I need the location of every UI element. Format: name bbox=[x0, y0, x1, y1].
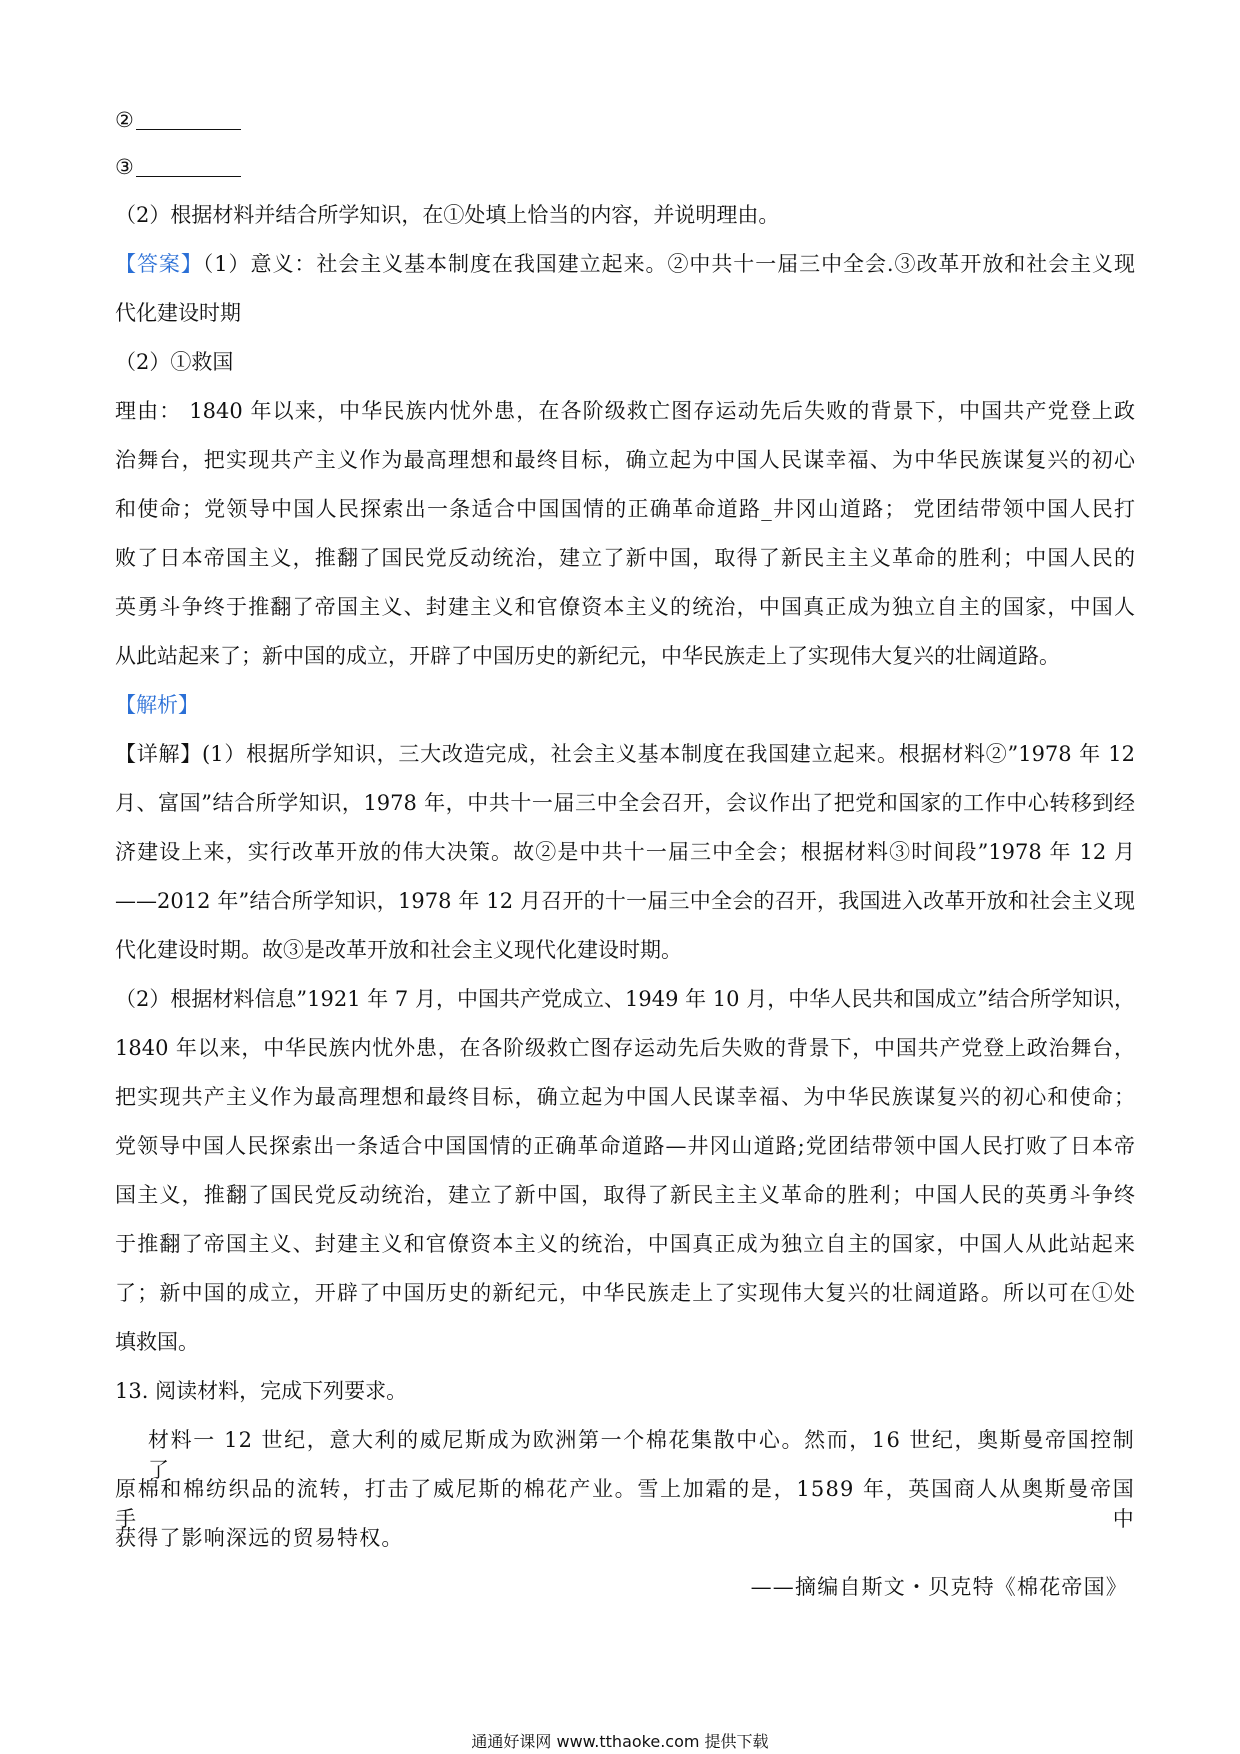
reason-line-1: 理由： 1840 年以来，中华民族内忧外患，在各阶级救亡图存运动先后失败的背景下，中国共产党登上政 bbox=[115, 399, 1135, 423]
answer-line-1 bbox=[115, 249, 1135, 279]
analysis-tag: 【解析】 bbox=[115, 693, 199, 717]
answer-line-3: （2）①救国 bbox=[115, 350, 234, 374]
reason-line-2: 治舞台，把实现共产主义作为最高理想和最终目标，确立起为中国人民谋幸福、为中华民族谋复兴的初心 bbox=[115, 448, 1135, 472]
detail-line-12: 了；新中国的成立，开辟了中国历史的新纪元，中华民族走上了实现伟大复兴的壮阔道路。所以可在①处 bbox=[115, 1281, 1135, 1305]
detail-line-1: 【详解】(1）根据所学知识，三大改造完成，社会主义基本制度在我国建立起来。根据材料②”1978 年 12 bbox=[115, 742, 1135, 766]
reason-line-4: 败了日本帝国主义，推翻了国民党反动统治，建立了新中国，取得了新民主主义革命的胜利；中国人民的 bbox=[115, 546, 1135, 570]
material-source: ——摘编自斯文・贝克特《棉花帝国》 bbox=[750, 1575, 1128, 1599]
item-number: ③ bbox=[115, 155, 134, 179]
detail-line-13: 填救国。 bbox=[115, 1330, 199, 1354]
detail-line-11: 于推翻了帝国主义、封建主义和官僚资本主义的统治，中国真正成为独立自主的国家，中国人从此站起来 bbox=[115, 1232, 1135, 1256]
question-2-text: （2）根据材料并结合所学知识，在①处填上恰当的内容，并说明理由。 bbox=[115, 203, 780, 227]
reason-line-6: 从此站起来了；新中国的成立，开辟了中国历史的新纪元，中华民族走上了实现伟大复兴的壮阔道路。 bbox=[115, 644, 1060, 668]
detail-line-4: ——2012 年”结合所学知识，1978 年 12 月召开的十一届三中全会的召开，我国进入改革开放和社会主义现 bbox=[115, 889, 1135, 913]
blank-item-2 bbox=[115, 105, 1135, 135]
detail-line-8: 把实现共产主义作为最高理想和最终目标，确立起为中国人民谋幸福、为中华民族谋复兴的初心和使命； bbox=[115, 1085, 1135, 1109]
page-footer: 通通好课网 www.tthaoke.com 提供下载 bbox=[471, 1732, 769, 1751]
material-line-2: 原棉和棉纺织品的流转，打击了威尼斯的棉花产业。雪上加霜的是，1589 年，英国商人从奥斯曼帝国手中 bbox=[115, 1477, 1135, 1531]
answer-line-2: 代化建设时期 bbox=[115, 301, 241, 325]
item-number: ② bbox=[115, 108, 134, 132]
answer-blank[interactable] bbox=[136, 107, 241, 130]
detail-line-6: （2）根据材料信息”1921 年 7 月，中国共产党成立、1949 年 10 月，中华人民共和国成立”结合所学知识， bbox=[115, 987, 1135, 1011]
detail-line-9: 党领导中国人民探索出一条适合中国国情的正确革命道路—井冈山道路;党团结带领中国人民打败了日本帝 bbox=[115, 1134, 1135, 1158]
blank-item-3 bbox=[115, 152, 1135, 182]
answer-blank[interactable] bbox=[136, 154, 241, 177]
question-13-title: 13. 阅读材料，完成下列要求。 bbox=[115, 1379, 408, 1403]
detail-line-7: 1840 年以来，中华民族内忧外患，在各阶级救亡图存运动先后失败的背景下，中国共产党登上政治舞台， bbox=[115, 1036, 1135, 1060]
reason-line-3: 和使命；党领导中国人民探索出一条适合中国国情的正确革命道路_井冈山道路； 党团结带领中国人民打 bbox=[115, 497, 1135, 521]
answer-text: （1）意义：社会主义基本制度在我国建立起来。②中共十一届三中全会.③改革开放和社会主义现 bbox=[202, 252, 1135, 276]
material-line-3: 获得了影响深远的贸易特权。 bbox=[115, 1526, 404, 1550]
detail-line-10: 国主义，推翻了国民党反动统治，建立了新中国，取得了新民主主义革命的胜利；中国人民的英勇斗争终 bbox=[115, 1183, 1135, 1207]
answer-tag: 【答案】 bbox=[115, 252, 203, 276]
material-line-1: 材料一 12 世纪，意大利的威尼斯成为欧洲第一个棉花集散中心。然而，16 世纪，奥斯曼帝国控制了 bbox=[148, 1428, 1135, 1482]
reason-line-5: 英勇斗争终于推翻了帝国主义、封建主义和官僚资本主义的统治，中国真正成为独立自主的国家，中国人 bbox=[115, 595, 1135, 619]
detail-line-3: 济建设上来，实行改革开放的伟大决策。故②是中共十一届三中全会；根据材料③时间段”1978 年 12 月 bbox=[115, 840, 1135, 864]
detail-line-5: 代化建设时期。故③是改革开放和社会主义现代化建设时期。 bbox=[115, 938, 682, 962]
detail-line-2: 月、富国”结合所学知识，1978 年，中共十一届三中全会召开，会议作出了把党和国家的工作中心转移到经 bbox=[115, 791, 1135, 815]
